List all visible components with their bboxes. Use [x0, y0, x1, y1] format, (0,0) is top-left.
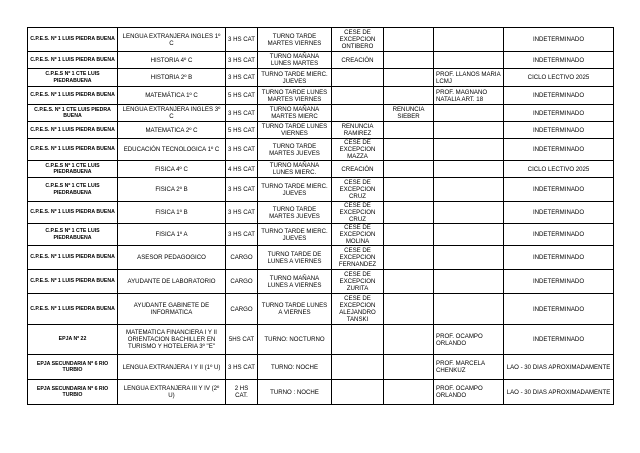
substitute-cell	[434, 28, 504, 52]
duration-cell: LAO - 30 DIAS APROXIMADAMENTE	[504, 380, 614, 405]
subject-cell: MATEMATICA 2º C	[118, 122, 226, 139]
notes-cell	[384, 178, 434, 202]
notes-cell	[384, 294, 434, 325]
hours-cell: CARGO	[226, 294, 258, 325]
table-row	[28, 202, 614, 224]
schedule-cell: TURNO MAÑANA LUNES A VIERNES	[258, 270, 332, 294]
notes-cell: RENUNCIA SIEBER	[384, 105, 434, 122]
duration-cell: INDETERMINADO	[504, 28, 614, 52]
duration-cell: INDETERMINADO	[504, 178, 614, 202]
notes-cell	[384, 69, 434, 87]
duration-cell: INDETERMINADO	[504, 325, 614, 355]
subject-cell: FISICA 2º B	[118, 178, 226, 202]
reason-cell: CREACIÓN	[332, 52, 384, 69]
hours-cell: 3 HS CAT	[226, 105, 258, 122]
notes-cell	[384, 270, 434, 294]
school-cell: C.P.E.S. Nº 1 LUIS PIEDRA BUENA	[28, 270, 118, 294]
table-row	[28, 87, 614, 105]
duration-cell: INDETERMINADO	[504, 87, 614, 105]
substitute-cell	[434, 294, 504, 325]
table-row	[28, 28, 614, 52]
reason-cell: CESE DE EXCEPCION ONTIBERO	[332, 28, 384, 52]
schedule-cell: TURNO TARDE MIERC. JUEVES	[258, 69, 332, 87]
subject-cell: FISICA 1º A	[118, 224, 226, 246]
hours-cell: 3 HS CAT	[226, 139, 258, 161]
notes-cell	[384, 161, 434, 178]
notes-cell	[384, 139, 434, 161]
schedule-cell: TURNO TARDE DE LUNES A VIERNES	[258, 246, 332, 270]
hours-cell: 3 HS CAT	[226, 224, 258, 246]
subject-cell: AYUDANTE GABINETE DE INFORMATICA	[118, 294, 226, 325]
school-cell: C.P.E.S Nº 1 CTE LUIS PIEDRABUENA	[28, 161, 118, 178]
notes-cell	[384, 325, 434, 355]
hours-cell: 5 HS CAT	[226, 87, 258, 105]
schedule-cell: TURNO TARDE MIERC. JUEVES	[258, 178, 332, 202]
schedule-cell: TURNO: NOCHE	[258, 355, 332, 380]
substitute-cell	[434, 122, 504, 139]
subject-cell: FISICA 4º C	[118, 161, 226, 178]
duration-cell: INDETERMINADO	[504, 139, 614, 161]
reason-cell: CESE DE EXCEPCION MOLINA	[332, 224, 384, 246]
reason-cell: CESE DE EXCEPCION FERNANDEZ	[332, 246, 384, 270]
school-cell: C.P.E.S. Nº 1 LUIS PIEDRA BUENA	[28, 202, 118, 224]
school-cell: EPJA SECUNDARIA Nº 6 RIO TURBIO	[28, 355, 118, 380]
school-cell: EPJA Nº 22	[28, 325, 118, 355]
school-cell: C.P.E.S. Nº 1 LUIS PIEDRA BUENA	[28, 294, 118, 325]
substitute-cell	[434, 105, 504, 122]
table-row	[28, 139, 614, 161]
table-row	[28, 122, 614, 139]
reason-cell: CREACIÓN	[332, 161, 384, 178]
subject-cell: EDUCACIÓN TECNOLOGICA 1º C	[118, 139, 226, 161]
schedule-cell: TURNO MAÑANA MARTES MIERC	[258, 105, 332, 122]
table-row	[28, 355, 614, 380]
substitute-cell	[434, 246, 504, 270]
appointments-table	[27, 27, 614, 405]
school-cell: C.P.E.S. Nº 1 LUIS PIEDRA BUENA	[28, 87, 118, 105]
reason-cell: RENUNCIA RAMIREZ	[332, 122, 384, 139]
notes-cell	[384, 28, 434, 52]
hours-cell: 3 HS CAT	[226, 28, 258, 52]
duration-cell: INDETERMINADO	[504, 105, 614, 122]
subject-cell: MATEMATICA FINANCIERA I Y II ORIENTACION BACHILLER EN TURISMO Y HOTELERIA 3º "E"	[118, 325, 226, 355]
table-row	[28, 224, 614, 246]
school-cell: C.P.E.S. Nº 1 LUIS PIEDRA BUENA	[28, 246, 118, 270]
school-cell: C.P.E.S. Nº 1 LUIS PIEDRA BUENA	[28, 52, 118, 69]
subject-cell: LENGUA EXTRANJERA INGLES 1º C	[118, 28, 226, 52]
subject-cell: LENGUA EXTRANJERA III Y IV (2º U)	[118, 380, 226, 405]
school-cell: C.P.E.S Nº 1 CTE LUIS PIEDRABUENA	[28, 178, 118, 202]
schedule-cell: TURNO TARDE MIERC. JUEVES	[258, 224, 332, 246]
substitute-cell	[434, 161, 504, 178]
schedule-cell: TURNO TARDE MARTES JUEVES	[258, 202, 332, 224]
hours-cell: CARGO	[226, 246, 258, 270]
substitute-cell	[434, 224, 504, 246]
duration-cell: CICLO LECTIVO 2025	[504, 161, 614, 178]
duration-cell: INDETERMINADO	[504, 202, 614, 224]
duration-cell: INDETERMINADO	[504, 52, 614, 69]
substitute-cell	[434, 52, 504, 69]
hours-cell: 5HS CAT	[226, 325, 258, 355]
substitute-cell: PROF. MAGNANO NATALIA ART. 18	[434, 87, 504, 105]
table-row	[28, 178, 614, 202]
table-row	[28, 270, 614, 294]
reason-cell: CESE DE EXCEPCION CRUZ	[332, 178, 384, 202]
schedule-cell: TURNO : NOCHE	[258, 380, 332, 405]
hours-cell: 3 HS CAT	[226, 178, 258, 202]
subject-cell: LENGUA EXTRANJERA INGLES 3º C	[118, 105, 226, 122]
notes-cell	[384, 355, 434, 380]
school-cell: C.P.E.S. Nº 1 LUIS PIEDRA BUENA	[28, 122, 118, 139]
substitute-cell	[434, 139, 504, 161]
hours-cell: CARGO	[226, 270, 258, 294]
substitute-cell	[434, 178, 504, 202]
table-row	[28, 246, 614, 270]
table-row	[28, 52, 614, 69]
hours-cell: 3 HS CAT	[226, 355, 258, 380]
schedule-cell: TURNO TARDE MARTES VIERNES	[258, 28, 332, 52]
substitute-cell: PROF. OCAMPO ORLANDO	[434, 325, 504, 355]
school-cell: C.P.E.S. Nº 1 CTE LUIS PIEDRA BUENA	[28, 105, 118, 122]
duration-cell: CICLO LECTIVO 2025	[504, 69, 614, 87]
reason-cell: CESE DE EXCEPCION ZURITA	[332, 270, 384, 294]
duration-cell: INDETERMINADO	[504, 270, 614, 294]
substitute-cell: PROF. LLANOS MARIA LCMJ	[434, 69, 504, 87]
notes-cell	[384, 202, 434, 224]
table-row	[28, 161, 614, 178]
notes-cell	[384, 224, 434, 246]
reason-cell	[332, 380, 384, 405]
hours-cell: 3 HS CAT	[226, 52, 258, 69]
duration-cell: INDETERMINADO	[504, 246, 614, 270]
substitute-cell: PROF. MARCELA CHENKUZ	[434, 355, 504, 380]
school-cell: C.P.E.S. Nº 1 LUIS PIEDRA BUENA	[28, 139, 118, 161]
hours-cell: 3 HS CAT	[226, 69, 258, 87]
schedule-cell: TURNO: NOCTURNO	[258, 325, 332, 355]
subject-cell: ASESOR PEDAGOGICO	[118, 246, 226, 270]
school-cell: C.P.E.S Nº 1 CTE LUIS PIEDRABUENA	[28, 224, 118, 246]
table-row	[28, 380, 614, 405]
school-cell: EPJA SECUNDARIA Nº 6 RIO TURBIO	[28, 380, 118, 405]
substitute-cell	[434, 202, 504, 224]
subject-cell: MATEMÁTICA 1º C	[118, 87, 226, 105]
reason-cell	[332, 105, 384, 122]
reason-cell: CESE DE EXCEPCION MAZZA	[332, 139, 384, 161]
table-row	[28, 325, 614, 355]
school-cell: C.P.E.S Nº 1 CTE LUIS PIEDRABUENA	[28, 69, 118, 87]
schedule-cell: TURNO TARDE LUNES MARTES VIERNES	[258, 87, 332, 105]
schedule-cell: TURNO TARDE MARTES JUEVES	[258, 139, 332, 161]
notes-cell	[384, 246, 434, 270]
subject-cell: FISICA 1º B	[118, 202, 226, 224]
duration-cell: LAO - 30 DIAS APROXIMADAMENTE	[504, 355, 614, 380]
reason-cell: CESE DE EXCEPCION CRUZ	[332, 202, 384, 224]
substitute-cell: PROF. OCAMPO ORLANDO	[434, 380, 504, 405]
hours-cell: 5 HS CAT	[226, 122, 258, 139]
reason-cell	[332, 325, 384, 355]
subject-cell: LENGUA EXTRANJERA I Y II (1º U)	[118, 355, 226, 380]
notes-cell	[384, 87, 434, 105]
reason-cell	[332, 87, 384, 105]
duration-cell: INDETERMINADO	[504, 122, 614, 139]
reason-cell: CESE DE EXCEPCION ALEJANDRO TANSKI	[332, 294, 384, 325]
table-row	[28, 294, 614, 325]
school-cell: C.P.E.S. Nº 1 LUIS PIEDRA BUENA	[28, 28, 118, 52]
subject-cell: HISTORIA 4º C	[118, 52, 226, 69]
hours-cell: 4 HS CAT	[226, 161, 258, 178]
duration-cell: INDETERMINADO	[504, 224, 614, 246]
reason-cell	[332, 69, 384, 87]
schedule-cell: TURNO TARDE LUNES VIERNES	[258, 122, 332, 139]
notes-cell	[384, 122, 434, 139]
subject-cell: AYUDANTE DE LABORATORIO	[118, 270, 226, 294]
table-row	[28, 69, 614, 87]
table-row	[28, 105, 614, 122]
notes-cell	[384, 380, 434, 405]
hours-cell: 3 HS CAT	[226, 202, 258, 224]
hours-cell: 2 HS CAT.	[226, 380, 258, 405]
subject-cell: HISTORIA 2º B	[118, 69, 226, 87]
reason-cell	[332, 355, 384, 380]
schedule-cell: TURNO TARDE LUNES A VIERNES	[258, 294, 332, 325]
notes-cell	[384, 52, 434, 69]
substitute-cell	[434, 270, 504, 294]
schedule-cell: TURNO MAÑANA LUNES MARTES	[258, 52, 332, 69]
duration-cell: INDETERMINADO	[504, 294, 614, 325]
schedule-cell: TURNO MAÑANA LUNES MIERC.	[258, 161, 332, 178]
